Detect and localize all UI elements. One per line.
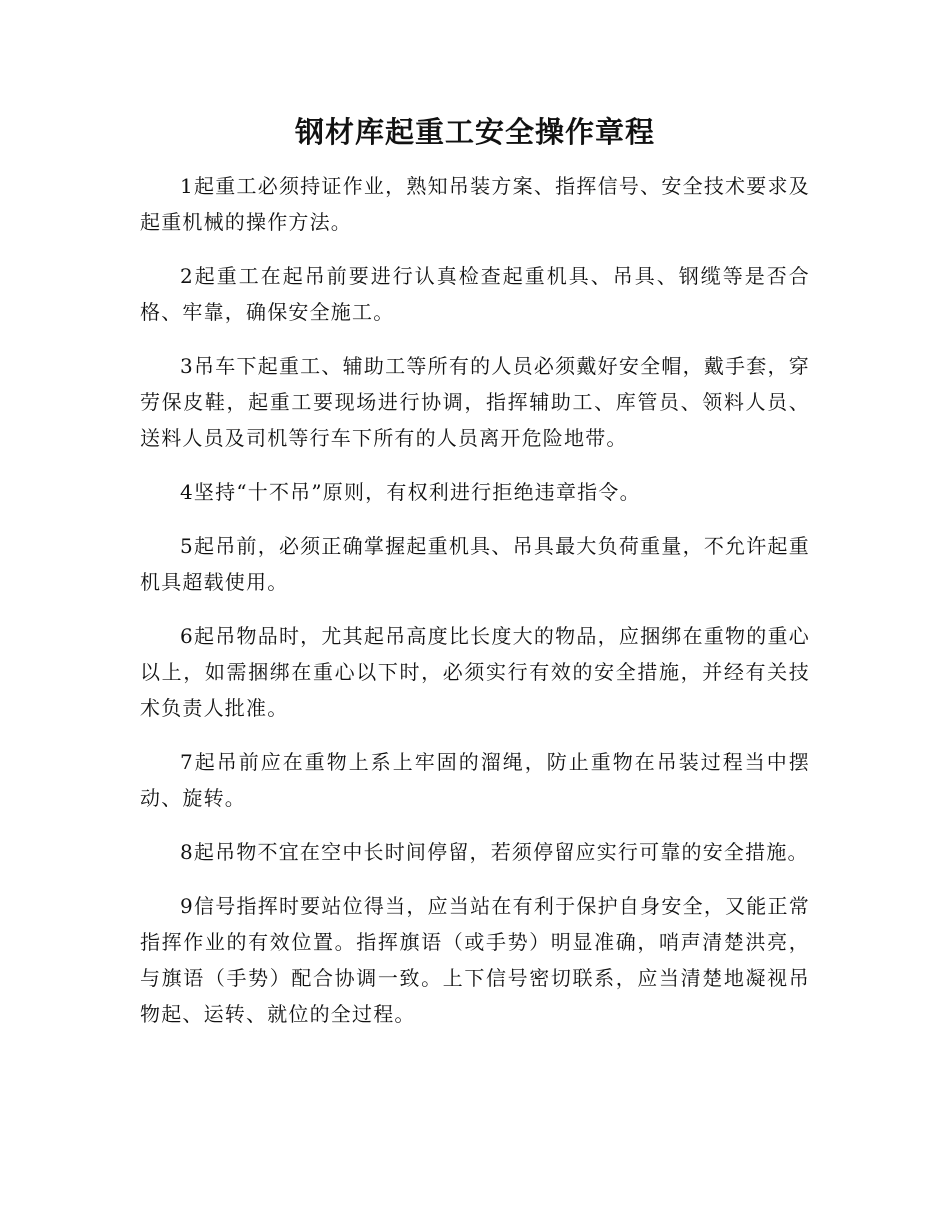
rule-paragraph-6: 6起吊物品时，尤其起吊高度比长度大的物品，应捆绑在重物的重心以上，如需捆绑在重心以下时，必须实行有效的安全措施，并经有关技术负责人批准。 xyxy=(140,624,810,720)
rule-paragraph-1: 1起重工必须持证作业，熟知吊装方案、指挥信号、安全技术要求及起重机械的操作方法。 xyxy=(140,174,810,234)
rule-paragraph-3: 3吊车下起重工、辅助工等所有的人员必须戴好安全帽，戴手套，穿劳保皮鞋，起重工要现场进行协调，指挥辅助工、库管员、领料人员、送料人员及司机等行车下所有的人员离开危险地带。 xyxy=(140,354,810,450)
rule-paragraph-7: 7起吊前应在重物上系上牢固的溜绳，防止重物在吊装过程当中摆动、旋转。 xyxy=(140,750,810,810)
rule-paragraph-4: 4坚持“十不吊”原则，有权利进行拒绝违章指令。 xyxy=(180,480,641,504)
document-title: 钢材库起重工安全操作章程 xyxy=(294,115,655,149)
rule-paragraph-2: 2起重工在起吊前要进行认真检查起重机具、吊具、钢缆等是否合格、牢靠，确保安全施工。 xyxy=(140,264,810,324)
rule-paragraph-8: 8起吊物不宜在空中长时间停留，若须停留应实行可靠的安全措施。 xyxy=(180,840,809,864)
rule-paragraph-5: 5起吊前，必须正确掌握起重机具、吊具最大负荷重量，不允许起重机具超载使用。 xyxy=(140,534,810,594)
rule-paragraph-9: 9信号指挥时要站位得当，应当站在有利于保护自身安全，又能正常指挥作业的有效位置。指挥旗语（或手势）明显准确，哨声清楚洪亮，与旗语（手势）配合协调一致。上下信号密切联系，应当清楚地凝视吊物起、运转、就位的全过程。 xyxy=(140,894,810,1026)
